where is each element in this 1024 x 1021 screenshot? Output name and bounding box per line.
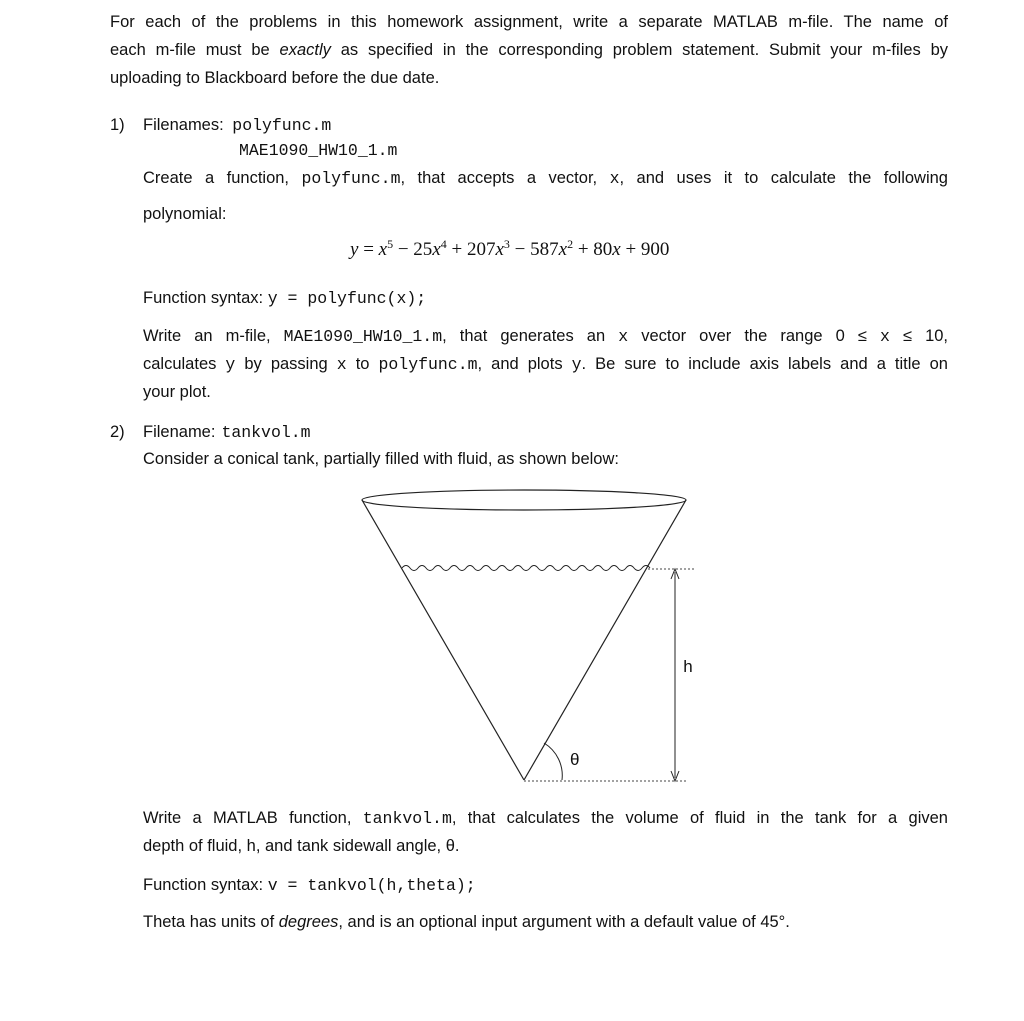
create-text-b: , that accepts a vector,: [400, 169, 610, 187]
theta-degrees-emphasis: degrees: [278, 913, 339, 931]
write-code-x2: x: [879, 327, 890, 346]
eq-equals: =: [358, 239, 379, 260]
theta-text-a: Theta has units of: [143, 913, 279, 931]
problem-2-filename: [143, 418, 311, 447]
filename-hw10-1: MAE1090_HW10_1.m: [239, 141, 398, 160]
eq-term3: + 207: [446, 239, 496, 260]
problem-1-polynomial-label: polynomial:: [143, 205, 227, 223]
write-text-a: Write an m-file,: [143, 327, 284, 345]
filename-label: Filename:: [143, 423, 216, 441]
eq-exp4: 4: [440, 237, 447, 251]
problem-2-depth-line: depth of fluid, h, and tank sidewall angle, θ.: [143, 837, 460, 855]
syntax-label: Function syntax:: [143, 289, 268, 307]
eq-term6: + 900: [620, 239, 670, 260]
calc-code-polyfunc: polyfunc.m: [378, 355, 478, 374]
write-code-file: MAE1090_HW10_1.m: [283, 327, 443, 346]
calc-code-x: x: [336, 355, 347, 374]
problem-2-consider: Consider a conical tank, partially filled with fluid, as shown below:: [143, 450, 619, 468]
calc-text-e: . Be sure to include axis labels and a title on: [581, 355, 948, 373]
problem-2-theta-line: [143, 908, 790, 936]
p2-syntax-label: Function syntax:: [143, 876, 268, 894]
fluid-surface: [402, 566, 650, 571]
calc-code-y2: y: [571, 355, 582, 374]
calc-text-b: by passing: [235, 355, 337, 373]
eq-x3: x: [495, 239, 504, 260]
conical-tank-diagram: [350, 480, 710, 790]
intro-line-2-start: each m-file must be: [110, 41, 280, 59]
eq-x4: x: [432, 239, 441, 260]
problem-1-plot-line: your plot.: [143, 383, 211, 401]
eq-term5: + 80: [573, 239, 613, 260]
tank-left-wall: [362, 500, 524, 780]
eq-exp2: 2: [567, 237, 574, 251]
intro-line-2: [110, 36, 948, 64]
eq-exp3: 3: [503, 237, 510, 251]
write-text-b: , that generates an: [442, 327, 619, 345]
eq-y: y: [350, 239, 359, 260]
write-text-d: ≤ 10,: [889, 327, 949, 345]
calc-code-y: y: [225, 355, 236, 374]
tank-right-wall: [524, 500, 686, 780]
write-text-c: vector over the range 0 ≤: [628, 327, 880, 345]
eq-x5: x: [378, 239, 388, 260]
problem-1-syntax: [143, 284, 426, 313]
problem-1-calc-line: [143, 350, 948, 379]
intro-exactly-emphasis: exactly: [279, 41, 331, 59]
problem-2-syntax: [143, 871, 476, 900]
eq-x1: x: [612, 239, 621, 260]
intro-line-2-end: as specified in the corresponding problem statement. Submit your m-files by: [330, 41, 948, 59]
create-text-c: , and uses it to calculate the following: [619, 169, 948, 187]
intro-line-3: uploading to Blackboard before the due date.: [110, 69, 440, 87]
problem-2-write-line: [143, 804, 948, 833]
create-code-x: x: [609, 169, 620, 188]
calc-text-a: calculates: [143, 355, 226, 373]
problem-1-write-line: [143, 322, 948, 351]
p2-write-text-a: Write a MATLAB function,: [143, 809, 363, 827]
h-label: h: [683, 657, 693, 676]
problem-1-number: 1): [110, 116, 125, 134]
problem-1-create-line: [143, 164, 948, 193]
problem-1-filenames: [143, 111, 331, 140]
filenames-label: Filenames:: [143, 116, 224, 134]
eq-exp5: 5: [387, 237, 394, 251]
intro-line-1: [110, 8, 948, 36]
p2-write-code: tankvol.m: [362, 809, 452, 828]
problem-2-number: 2): [110, 423, 125, 441]
theta-label: θ: [570, 750, 580, 769]
intro-line-1-text: For each of the problems in this homework assignment, write a separate MATLAB m-file. The name of: [110, 13, 948, 31]
tank-rim: [362, 490, 686, 510]
write-code-x: x: [618, 327, 629, 346]
eq-term4: − 587: [509, 239, 559, 260]
create-text-a: Create a function,: [143, 169, 302, 187]
theta-arc: [544, 743, 562, 780]
calc-text-c: to: [346, 355, 379, 373]
eq-term2: − 25: [393, 239, 433, 260]
p2-write-text-b: , that calculates the volume of fluid in the tank for a given: [451, 809, 948, 827]
syntax-code: y = polyfunc(x);: [267, 289, 427, 308]
filename-tankvol: tankvol.m: [221, 423, 311, 442]
create-code-polyfunc: polyfunc.m: [301, 169, 401, 188]
eq-x2: x: [558, 239, 568, 260]
polynomial-equation: [350, 236, 669, 264]
theta-text-b: , and is an optional input argument with a default value of 45°.: [338, 913, 790, 931]
filename-polyfunc: polyfunc.m: [232, 116, 332, 135]
p2-syntax-code: v = tankvol(h,theta);: [267, 876, 476, 895]
calc-text-d: , and plots: [477, 355, 572, 373]
